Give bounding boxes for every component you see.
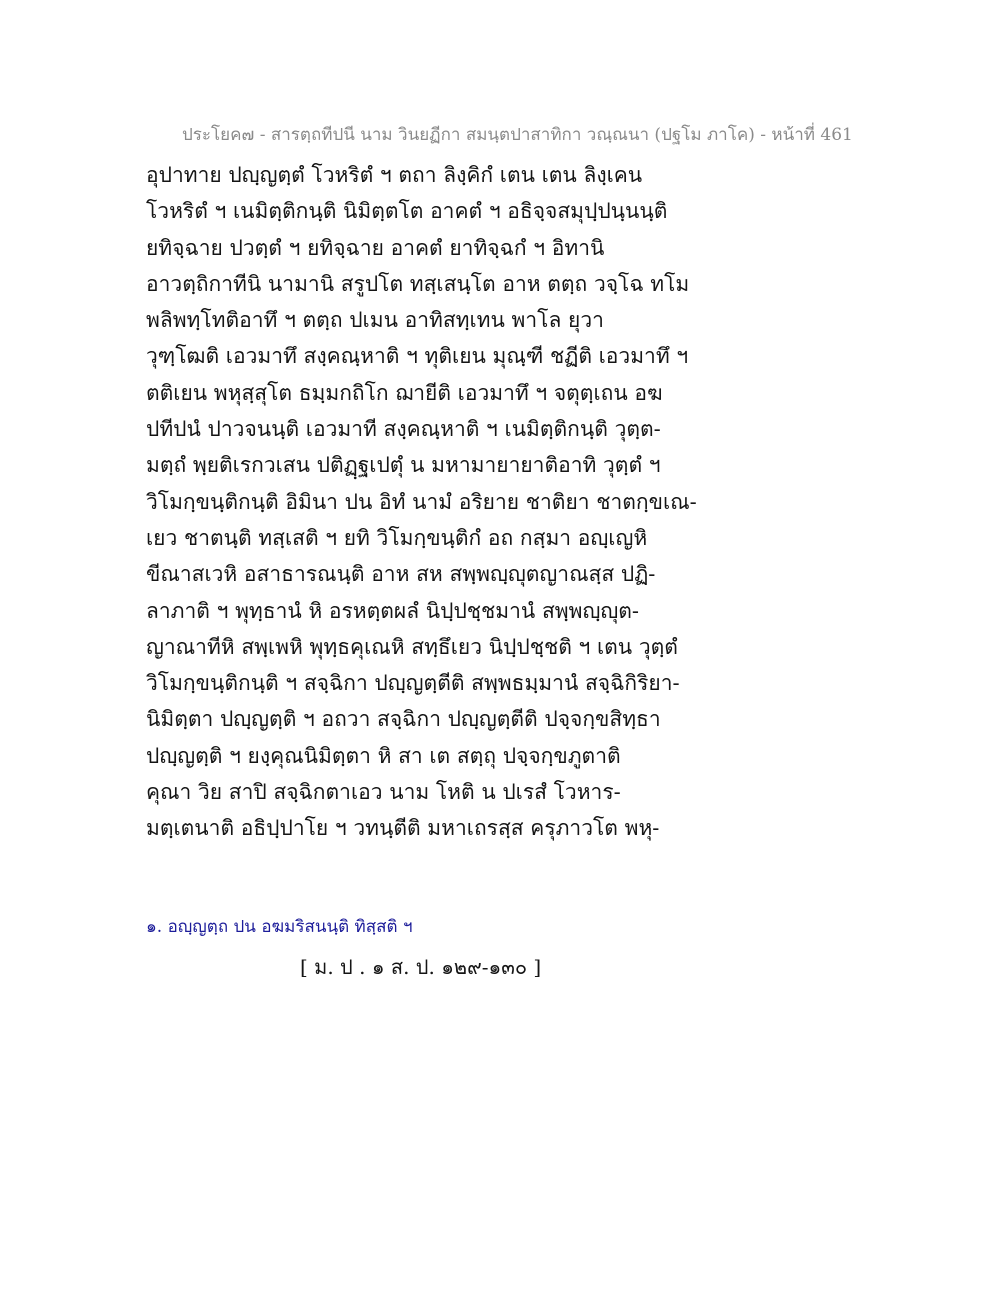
text-line: พลิพทฺโทติอาทึ ฯ ตตฺถ ปเมน อาทิสทฺเทน พาโล ยุวา bbox=[146, 308, 604, 333]
text-line: เยว ชาตนฺติ ทสฺเสติ ฯ ยทิ วิโมกฺขนฺติกํ อถ กสฺมา อญฺเญหิ bbox=[146, 525, 648, 550]
text-line: วิโมกฺขนฺติกนฺติ ฯ สจฺฉิกา ปญฺญตฺตีติ สพฺพธมฺมานํ สจฺฉิกิริยา- bbox=[146, 671, 680, 696]
text-line: ยทิจฺฉาย ปวตฺตํ ฯ ยทิจฺฉาย อาคตํ ยาทิจฺฉกํ ฯ อิทานิ bbox=[146, 235, 605, 260]
text-line: ขีณาสเวหิ อสาธารณนฺติ อาห สห สพฺพญฺญุตญาณสฺส ปฏิ- bbox=[146, 562, 656, 587]
text-line: ญาณาทีหิ สพฺเพหิ พุทฺธคุเณหิ สทฺธึเยว นิปฺปชฺชติ ฯ เตน วุตฺตํ bbox=[146, 634, 678, 659]
text-line: อุปาทาย ปญฺญตฺตํ โวหริตํ ฯ ตถา ลิงฺคิกํ เตน เตน ลิงฺเคน bbox=[146, 163, 643, 187]
text-line: มตฺถํ พฺยติเรกวเสน ปติฏฺฐเปตุํ น มหามายายาติอาทิ วุตฺตํ ฯ bbox=[146, 453, 661, 478]
footnote: ๑. อญฺญตฺถ ปน อฆมริสนนฺติ ทิสฺสติ ฯ bbox=[146, 917, 413, 937]
text-line: คุณา วิย สาปิ สจฺฉิกตาเอว นาม โหติ น ปเรสํ โวหาร- bbox=[146, 780, 621, 805]
text-line: อาวตฺถิกาทีนิ นามานิ สรูปโต ทสฺเสนฺโต อาห ตตฺถ วจฺโฉ ทโม bbox=[146, 271, 690, 296]
text-line: ตติเยน พหุสฺสุโต ธมฺมกถิโก ฌายีติ เอวมาทึ ฯ จตุตฺเถน อฆ bbox=[146, 380, 663, 405]
text-line: วิโมกฺขนฺติกนฺติ อิมินา ปน อิทํ นามํ อริยาย ชาติยา ชาตกฺขเณ- bbox=[146, 489, 697, 514]
page-header: ประโยค๗ - สารตฺถทีปนี นาม วินยฏีกา สมนฺตปาสาทิกา วณฺณนา (ปฐโม ภาโค) - หน้าที่ 461 bbox=[182, 125, 853, 145]
page-reference: [ ม. ป . ๑ ส. ป. ๑๒๙-๑๓๐ ] bbox=[300, 955, 542, 979]
text-line: วุฑฺโฒติ เอวมาทึ สงฺคณฺหาติ ฯ ทุติเยน มุณฺฑี ชฏีติ เอวมาทึ ฯ bbox=[146, 344, 689, 369]
text-line: มตฺเตนาติ อธิปฺปาโย ฯ วทนฺตีติ มหาเถรสฺส ครุภาวโต พหุ- bbox=[146, 816, 660, 841]
text-line: ปทีปนํ ปาวจนนฺติ เอวมาที สงฺคณฺหาติ ฯ เนมิตฺติกนฺติ วุตฺต- bbox=[146, 417, 661, 442]
text-line: โวหริตํ ฯ เนมิตฺติกนฺติ นิมิตฺตโต อาคตํ ฯ อธิจฺจสมุปฺปนฺนนฺติ bbox=[146, 199, 668, 224]
text-line: ลาภาติ ฯ พุทฺธานํ หิ อรหตฺตผลํ นิปฺปชฺชมานํ สพฺพญฺญุต- bbox=[146, 598, 639, 623]
text-line: ปญฺญตฺติ ฯ ยงฺคุณนิมิตฺตา หิ สา เต สตฺถุ ปจฺจกฺขภูตาติ bbox=[146, 743, 621, 768]
text-line: นิมิตฺตา ปญฺญตฺติ ฯ อถวา สจฺฉิกา ปญฺญตฺตีติ ปจฺจกฺขสิทฺธา bbox=[146, 707, 661, 732]
body-text bbox=[146, 160, 906, 850]
